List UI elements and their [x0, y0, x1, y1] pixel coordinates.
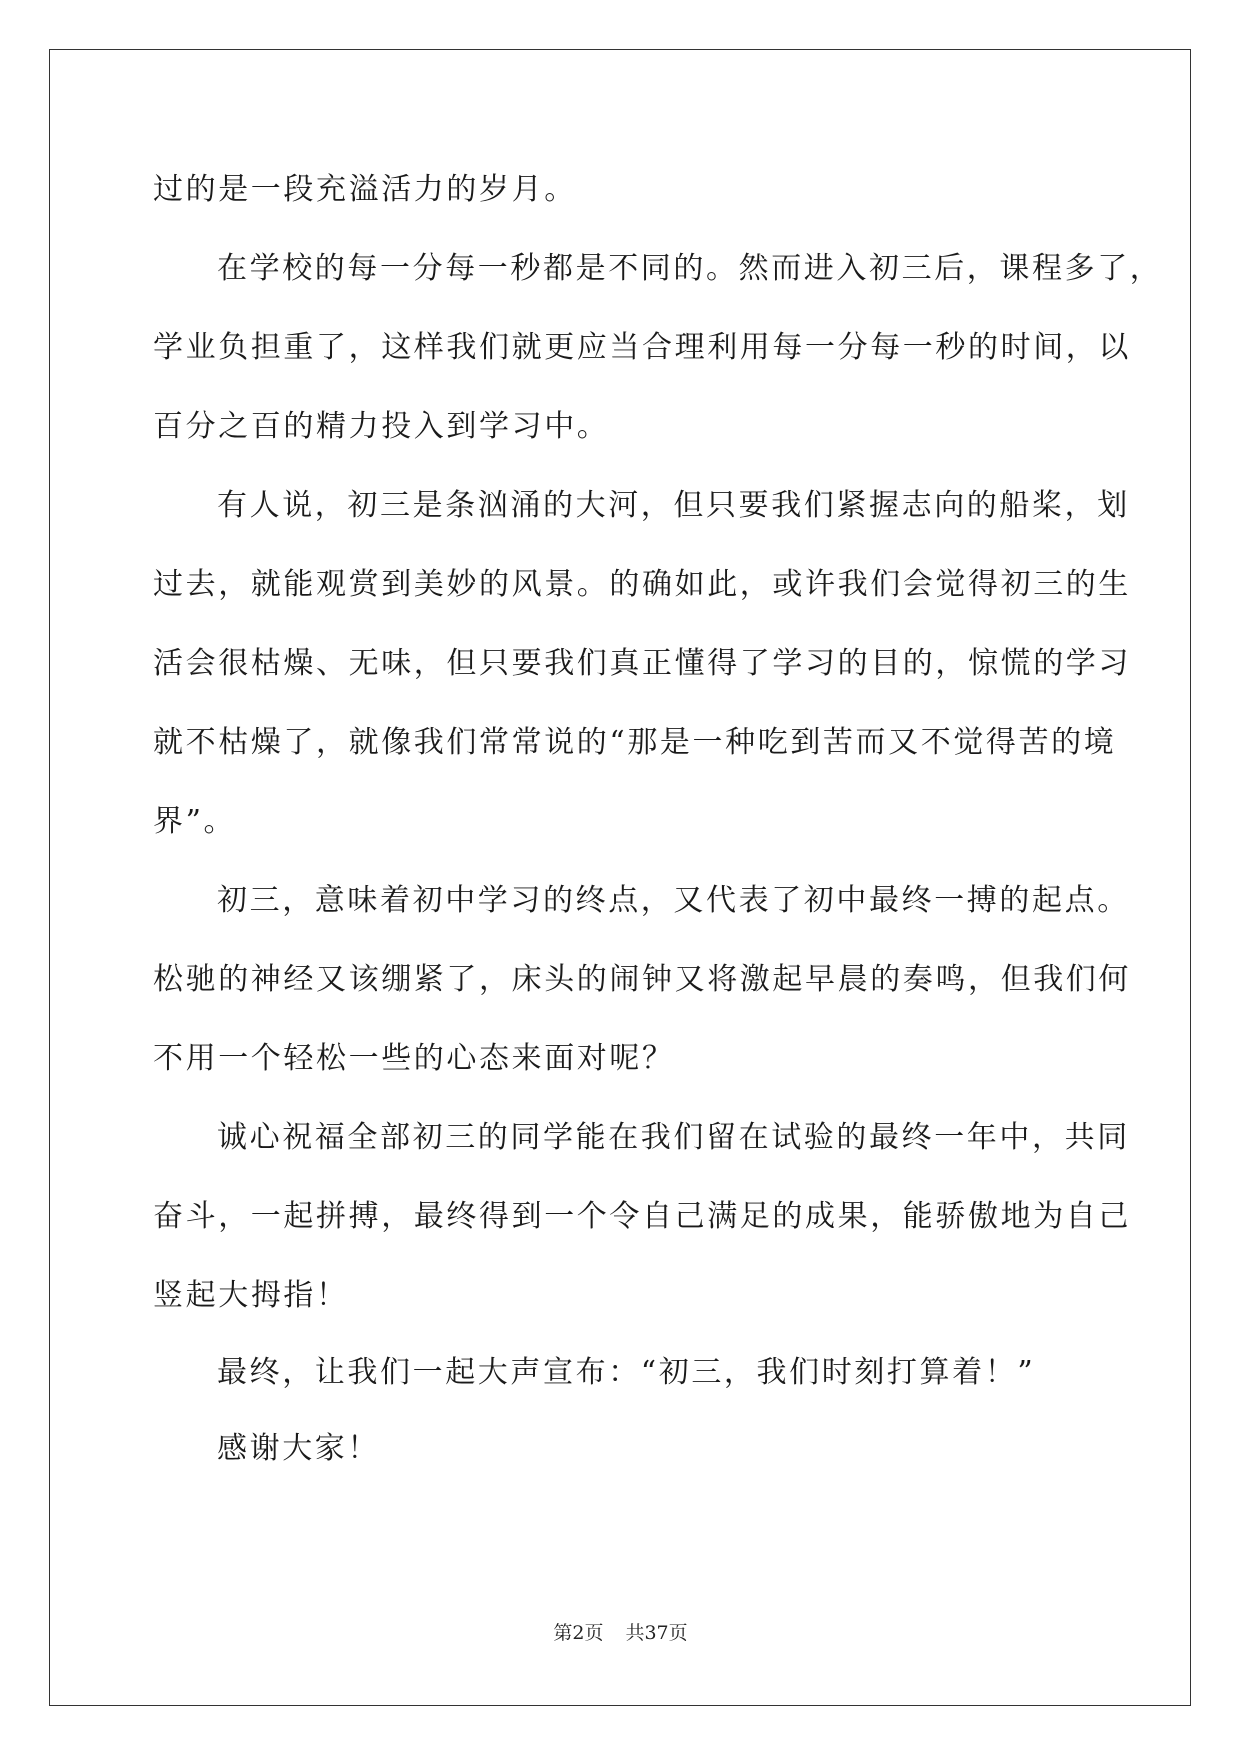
text-line: 诚心祝福全部初三的同学能在我们留在试验的最终一年中，共同 — [217, 1120, 1130, 1155]
text-line: 竖起大拇指！ — [153, 1278, 349, 1313]
text-line: 奋斗，一起拼搏，最终得到一个令自己满足的成果，能骄傲地为自己 — [153, 1199, 1131, 1234]
text-line: 初三，意味着初中学习的终点，又代表了初中最终一搏的起点。 — [217, 883, 1130, 918]
text-line: 过的是一段充溢活力的岁月。 — [153, 172, 577, 207]
text-line: 学业负担重了，这样我们就更应当合理利用每一分每一秒的时间，以 — [153, 330, 1131, 365]
page-number: 第2页 — [553, 1622, 604, 1644]
text-line: 松驰的神经又该绷紧了，床头的闹钟又将激起早晨的奏鸣，但我们何 — [153, 962, 1131, 997]
document-body — [153, 150, 1163, 1487]
text-line: 不用一个轻松一些的心态来面对呢？ — [153, 1041, 675, 1076]
page-footer — [0, 1618, 1241, 1645]
text-line: 过去，就能观赏到美妙的风景。的确如此，或许我们会觉得初三的生 — [153, 567, 1131, 602]
text-line: 活会很枯燥、无味，但只要我们真正懂得了学习的目的，惊慌的学习 — [153, 646, 1131, 681]
page-total: 共37页 — [625, 1622, 688, 1644]
text-line: 在学校的每一分每一秒都是不同的。然而进入初三后，课程多了， — [217, 251, 1163, 286]
text-line: 感谢大家！ — [217, 1431, 380, 1466]
text-line: 界”。 — [153, 804, 237, 839]
text-line: 百分之百的精力投入到学习中。 — [153, 409, 610, 444]
text-line: 最终，让我们一起大声宣布：“初三，我们时刻打算着！” — [217, 1355, 1036, 1390]
text-line: 就不枯燥了，就像我们常常说的“那是一种吃到苦而又不觉得苦的境 — [153, 725, 1117, 760]
text-line: 有人说，初三是条汹涌的大河，但只要我们紧握志向的船桨，划 — [217, 488, 1130, 523]
